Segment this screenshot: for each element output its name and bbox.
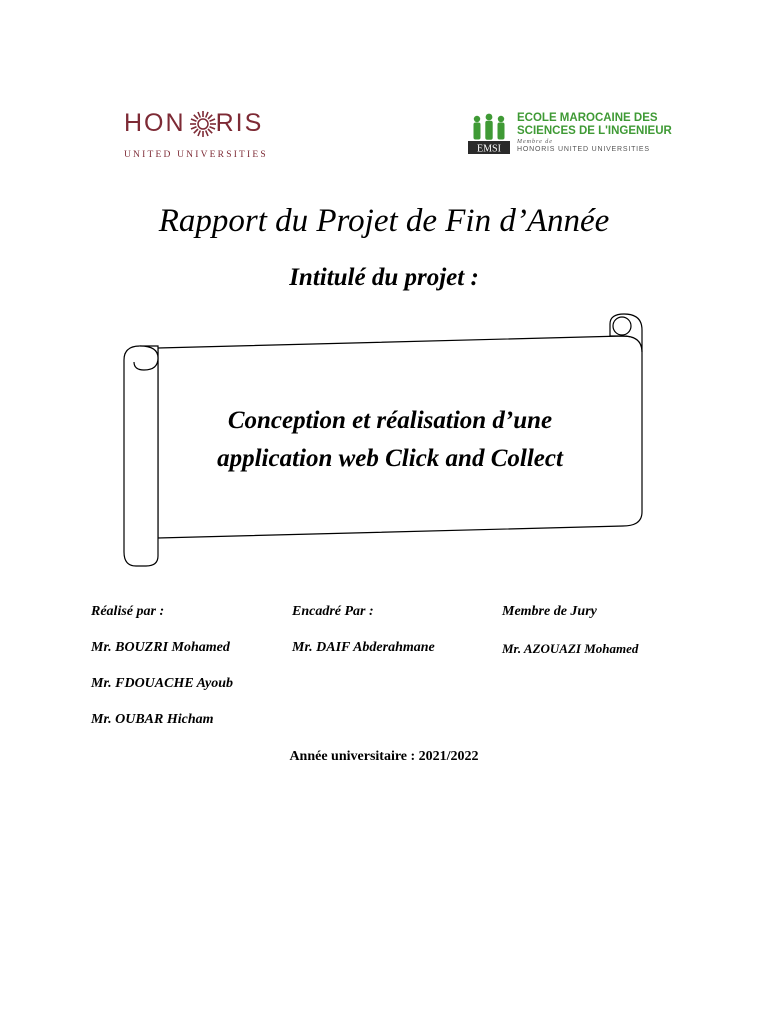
project-name xyxy=(150,402,630,478)
sun-icon xyxy=(189,110,217,138)
report-title: Rapport du Projet de Fin d’Année xyxy=(158,203,610,239)
supervisor-heading: Encadré Par : xyxy=(292,604,374,619)
project-name-line2: application web Click and Collect xyxy=(217,445,563,472)
honoris-name-left: HON xyxy=(124,109,186,137)
emsi-logo xyxy=(467,110,672,160)
emsi-name-line1: ECOLE MAROCAINE DES xyxy=(517,112,658,124)
honoris-logo xyxy=(124,108,274,164)
project-label: Intitulé du projet : xyxy=(289,264,479,291)
honoris-name-right: RIS xyxy=(215,109,264,137)
author-name: Mr. FDOUACHE Ayoub xyxy=(91,676,233,691)
emsi-figures-icon xyxy=(467,112,511,156)
academic-year: Année universitaire : 2021/2022 xyxy=(289,749,479,764)
supervisor-name: Mr. DAIF Abderahmane xyxy=(292,640,435,655)
jury-member-name: Mr. AZOUAZI Mohamed xyxy=(502,641,639,656)
honoris-tagline: UNITED UNIVERSITIES xyxy=(124,150,268,160)
project-name-line1: Conception et réalisation d’une xyxy=(227,407,553,434)
author-name: Mr. OUBAR Hicham xyxy=(91,712,214,727)
emsi-badge-text: EMSI xyxy=(477,143,501,155)
emsi-affiliation: HONORIS UNITED UNIVERSITIES xyxy=(517,146,650,153)
authors-heading: Réalisé par : xyxy=(91,604,165,619)
emsi-membre-label: Membre de xyxy=(517,139,553,145)
jury-heading: Membre de Jury xyxy=(502,604,597,619)
emsi-name-line2: SCIENCES DE L'INGENIEUR xyxy=(517,125,672,137)
author-name: Mr. BOUZRI Mohamed xyxy=(91,640,230,655)
